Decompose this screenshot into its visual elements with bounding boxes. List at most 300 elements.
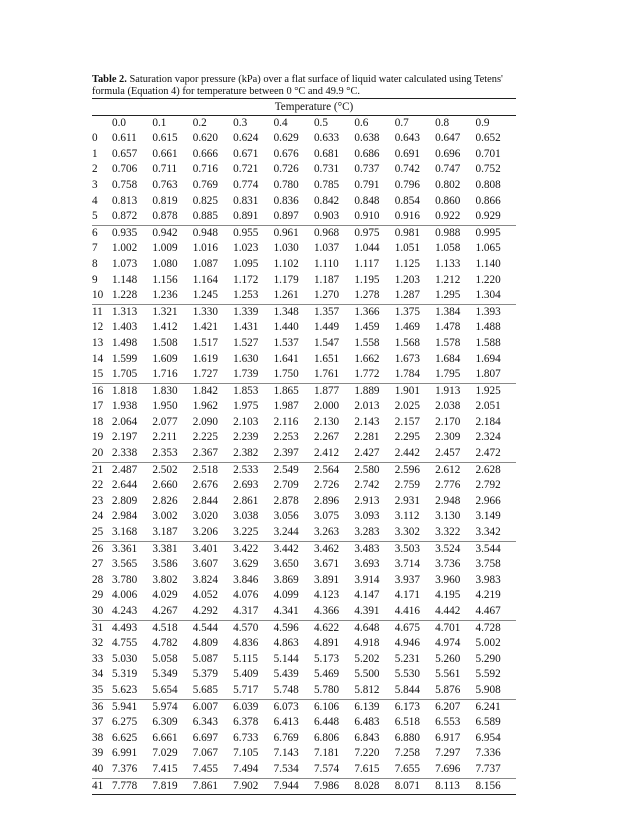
table-cell: 5.002 (475, 637, 501, 650)
table-cell: 1.987 (273, 400, 299, 413)
table-cell: 0.638 (354, 132, 380, 145)
table-cell: 1.478 (435, 321, 461, 334)
row-temperature-label: 25 (92, 526, 104, 539)
table-cell: 1.393 (476, 304, 517, 320)
table-row (92, 541, 516, 557)
table-row (92, 778, 516, 795)
table-cell: 1.245 (192, 289, 218, 302)
table-caption-text: Saturation vapor pressure (kPa) over a flat surface of liquid water calculated using Tetens' formula (Equation 4) for temperature between 0 °C and 49.9 °C. (92, 74, 503, 97)
table-cell: 6.007 (193, 699, 233, 715)
table-cell: 1.925 (476, 383, 517, 399)
temperature-group-header: Temperature (°C) (112, 99, 516, 116)
table-cell: 2.502 (152, 462, 192, 478)
table-cell: 2.267 (313, 431, 340, 444)
row-temperature-label: 5 (92, 210, 98, 223)
vapor-pressure-table (92, 98, 516, 795)
table-cell: 1.117 (354, 257, 380, 270)
table-cell: 1.295 (435, 289, 461, 302)
table-cell: 2.338 (112, 447, 138, 460)
table-cell: 0.742 (394, 163, 420, 176)
table-cell: 2.896 (313, 494, 340, 507)
table-cell: 1.651 (313, 352, 340, 365)
table-cell: 5.685 (192, 683, 218, 696)
table-cell: 6.518 (394, 716, 420, 729)
table-row (92, 620, 516, 636)
table-cell: 0.758 (112, 178, 138, 191)
table-cell: 1.431 (233, 321, 259, 334)
table-cell: 4.596 (274, 620, 314, 636)
table-row (92, 178, 516, 194)
table-cell: 1.761 (313, 368, 340, 381)
table-cell: 4.416 (394, 605, 420, 617)
table-row (92, 209, 516, 225)
table-cell: 0.942 (152, 225, 192, 241)
table-cell: 2.013 (354, 400, 380, 413)
table-cell: 0.916 (394, 210, 420, 223)
table-cell: 1.051 (394, 242, 420, 255)
table-cell: 3.187 (152, 526, 178, 539)
table-cell: 1.599 (112, 352, 138, 365)
table-cell: 6.661 (152, 731, 178, 744)
table-cell: 1.065 (475, 242, 501, 255)
row-temperature-label: 26 (92, 541, 112, 557)
table-cell: 1.558 (354, 336, 380, 349)
table-cell: 1.156 (152, 273, 178, 286)
row-temperature-label: 37 (92, 716, 104, 729)
table-cell: 3.524 (435, 541, 475, 557)
table-cell: 2.580 (354, 462, 394, 478)
table-cell: 1.739 (233, 368, 259, 381)
table-cell: 7.029 (152, 747, 178, 760)
table-row (92, 699, 516, 715)
table-cell: 0.891 (233, 210, 259, 223)
column-header: 0.9 (476, 115, 517, 131)
table-cell: 1.220 (475, 273, 501, 286)
table-cell: 1.375 (395, 304, 435, 320)
table-cell: 6.843 (354, 731, 380, 744)
table-cell: 1.403 (112, 321, 138, 334)
table-row (92, 415, 516, 431)
table-cell: 6.880 (394, 731, 420, 744)
table-cell: 1.537 (273, 336, 299, 349)
table-row (92, 652, 516, 668)
table-cell: 4.292 (192, 605, 218, 617)
table-cell: 5.623 (112, 683, 138, 696)
table-cell: 2.157 (394, 415, 420, 428)
table-cell: 3.629 (233, 558, 259, 571)
row-temperature-label: 8 (92, 257, 98, 270)
table-cell: 2.143 (354, 415, 380, 428)
table-cell: 6.954 (475, 731, 501, 744)
table-cell: 7.534 (273, 762, 299, 775)
table-cell: 7.574 (313, 762, 340, 775)
table-cell: 0.854 (394, 194, 420, 207)
table-cell: 0.825 (192, 194, 218, 207)
table-cell: 2.197 (112, 431, 138, 444)
table-cell: 6.917 (435, 731, 461, 744)
table-cell: 1.030 (273, 242, 299, 255)
table-cell: 4.493 (112, 620, 152, 636)
table-cell: 0.897 (273, 210, 299, 223)
table-cell: 1.488 (475, 321, 501, 334)
table-cell: 2.549 (274, 462, 314, 478)
table-cell: 4.891 (313, 637, 340, 650)
table-cell: 1.830 (152, 383, 192, 399)
table-row (92, 131, 516, 147)
table-cell: 6.241 (476, 699, 517, 715)
table-cell: 1.164 (192, 273, 218, 286)
table-cell: 3.544 (476, 541, 517, 557)
table-cell: 8.156 (476, 778, 517, 795)
table-cell: 0.808 (475, 178, 501, 191)
table-cell: 5.717 (233, 683, 259, 696)
table-cell: 0.652 (475, 132, 501, 145)
table-cell: 0.657 (112, 147, 138, 160)
row-temperature-label: 24 (92, 510, 104, 523)
table-cell: 1.449 (313, 321, 340, 334)
table-cell: 4.675 (395, 620, 435, 636)
table-row (92, 367, 516, 383)
table-cell: 4.467 (475, 605, 501, 617)
table-cell: 4.701 (435, 620, 475, 636)
table-row (92, 352, 516, 368)
table-cell: 0.860 (435, 194, 461, 207)
table-cell: 0.774 (233, 178, 259, 191)
table-cell: 0.842 (313, 194, 340, 207)
table-cell: 0.696 (435, 147, 461, 160)
table-row (92, 667, 516, 683)
row-temperature-label: 16 (92, 383, 112, 399)
table-cell: 5.530 (394, 668, 420, 681)
table-row (92, 588, 516, 604)
table-row (92, 225, 516, 241)
table-cell: 1.459 (354, 321, 380, 334)
table-cell: 5.654 (152, 683, 178, 696)
table-cell: 6.553 (435, 716, 461, 729)
table-cell: 5.908 (475, 683, 501, 696)
table-cell: 0.922 (435, 210, 461, 223)
table-row (92, 509, 516, 525)
table-cell: 0.981 (395, 225, 435, 241)
table-cell: 5.115 (233, 652, 258, 665)
table-cell: 7.655 (394, 762, 420, 775)
table-cell: 1.125 (394, 257, 420, 270)
table-cell: 2.487 (112, 462, 152, 478)
table-cell: 1.716 (152, 368, 178, 381)
row-temperature-label: 33 (92, 652, 104, 665)
table-row (92, 731, 516, 747)
table-cell: 4.648 (354, 620, 394, 636)
table-cell: 1.140 (475, 257, 501, 270)
table-cell: 5.974 (152, 699, 192, 715)
table-cell: 3.846 (233, 573, 259, 586)
table-cell: 2.239 (233, 431, 259, 444)
table-cell: 0.643 (394, 132, 420, 145)
table-cell: 1.469 (394, 321, 420, 334)
table-cell: 1.228 (112, 289, 138, 302)
table-cell: 2.353 (152, 447, 178, 460)
row-temperature-label: 36 (92, 699, 112, 715)
table-row (92, 257, 516, 273)
table-cell: 2.000 (313, 400, 340, 413)
table-cell: 5.941 (112, 699, 152, 715)
table-cell: 8.028 (354, 778, 394, 795)
table-cell: 4.728 (476, 620, 517, 636)
table-cell: 3.442 (274, 541, 314, 557)
table-cell: 2.533 (233, 462, 273, 478)
table-cell: 4.544 (193, 620, 233, 636)
table-cell: 2.025 (394, 400, 420, 413)
row-temperature-label: 35 (92, 683, 104, 696)
table-cell: 1.278 (354, 289, 380, 302)
table-cell: 3.056 (273, 510, 299, 523)
table-cell: 2.324 (475, 431, 501, 444)
table-cell: 1.304 (475, 289, 501, 302)
table-cell: 1.578 (435, 336, 461, 349)
row-temperature-label: 23 (92, 494, 104, 507)
table-cell: 2.726 (313, 479, 340, 492)
table-cell: 1.694 (475, 352, 501, 365)
table-cell: 7.778 (112, 778, 152, 795)
row-temperature-label: 19 (92, 431, 104, 444)
table-cell: 0.666 (192, 147, 218, 160)
table-cell: 4.029 (152, 589, 178, 602)
table-cell: 1.261 (273, 289, 299, 302)
table-cell: 3.650 (273, 558, 299, 571)
table-cell: 5.844 (394, 683, 420, 696)
table-cell: 1.795 (435, 368, 461, 381)
table-cell: 4.123 (313, 589, 340, 602)
table-cell: 7.944 (274, 778, 314, 795)
table-row (92, 446, 516, 462)
table-cell: 1.321 (152, 304, 192, 320)
table-cell: 0.848 (354, 194, 380, 207)
table-cell: 0.747 (435, 163, 461, 176)
table-cell: 1.148 (112, 273, 138, 286)
row-temperature-label: 32 (92, 637, 104, 650)
table-cell: 1.975 (233, 400, 259, 413)
table-cell: 0.769 (192, 178, 218, 191)
table-cell: 5.439 (273, 668, 299, 681)
table-cell: 6.139 (354, 699, 394, 715)
table-cell: 7.067 (192, 747, 218, 760)
table-cell: 1.195 (354, 273, 380, 286)
table-cell: 1.673 (394, 352, 420, 365)
table-cell: 2.776 (435, 479, 461, 492)
table-cell: 3.714 (394, 558, 420, 571)
table-row (92, 604, 516, 620)
table-row (92, 399, 516, 415)
table-row (92, 746, 516, 762)
table-cell: 4.974 (435, 637, 461, 650)
table-cell: 1.865 (274, 383, 314, 399)
table-body (92, 131, 516, 794)
table-cell: 3.607 (192, 558, 218, 571)
column-header: 0.2 (193, 115, 233, 131)
table-cell: 5.144 (273, 652, 299, 665)
table-cell: 1.508 (152, 336, 178, 349)
table-cell: 3.983 (475, 573, 501, 586)
table-cell: 0.948 (193, 225, 233, 241)
table-cell: 4.755 (112, 637, 138, 650)
table-cell: 0.706 (112, 163, 138, 176)
row-temperature-label: 39 (92, 747, 104, 760)
table-cell: 6.207 (435, 699, 475, 715)
table-cell: 1.236 (152, 289, 178, 302)
table-cell: 7.143 (273, 747, 299, 760)
table-cell: 4.076 (233, 589, 259, 602)
table-cell: 6.106 (314, 699, 354, 715)
table-cell: 3.075 (313, 510, 340, 523)
column-header-row (92, 115, 516, 131)
table-cell: 2.397 (273, 447, 299, 460)
table-cell: 5.469 (313, 668, 340, 681)
table-cell: 5.812 (354, 683, 380, 696)
table-cell: 2.281 (354, 431, 380, 444)
table-cell: 1.087 (192, 257, 218, 270)
table-cell: 1.421 (192, 321, 218, 334)
table-cell: 3.503 (395, 541, 435, 557)
table-cell: 1.073 (112, 257, 138, 270)
table-cell: 5.260 (435, 652, 461, 665)
table-cell: 0.752 (475, 163, 501, 176)
table-cell: 7.297 (435, 747, 461, 760)
table-cell: 4.099 (273, 589, 299, 602)
table-cell: 3.322 (435, 526, 461, 539)
table-cell: 1.253 (233, 289, 259, 302)
table-cell: 2.596 (395, 462, 435, 478)
table-cell: 0.866 (475, 194, 501, 207)
table-cell: 5.173 (313, 652, 340, 665)
table-cell: 1.110 (313, 257, 339, 270)
table-cell: 0.763 (152, 178, 178, 191)
table-cell: 1.901 (395, 383, 435, 399)
table-cell: 5.319 (112, 668, 138, 681)
table-cell: 2.051 (475, 400, 501, 413)
table-cell: 4.836 (233, 637, 259, 650)
table-cell: 5.592 (475, 668, 501, 681)
table-row (92, 147, 516, 163)
table-cell: 1.609 (152, 352, 178, 365)
table-row (92, 241, 516, 257)
table-cell: 1.877 (314, 383, 354, 399)
table-cell: 0.903 (313, 210, 340, 223)
table-cell: 2.038 (435, 400, 461, 413)
table-cell: 0.676 (273, 147, 299, 160)
table-cell: 6.343 (192, 716, 218, 729)
row-temperature-label: 34 (92, 668, 104, 681)
table-cell: 3.168 (112, 526, 138, 539)
table-cell: 6.413 (273, 716, 299, 729)
table-cell: 0.813 (112, 194, 138, 207)
table-cell: 1.002 (112, 242, 138, 255)
row-temperature-label: 17 (92, 400, 104, 413)
table-cell: 0.701 (475, 147, 501, 160)
row-temperature-label: 40 (92, 762, 104, 775)
table-cell: 0.611 (112, 132, 137, 145)
table-cell: 5.561 (435, 668, 461, 681)
row-temperature-label: 20 (92, 447, 104, 460)
table-cell: 3.149 (475, 510, 501, 523)
row-temperature-label: 2 (92, 163, 98, 176)
table-cell: 0.988 (435, 225, 475, 241)
table-row (92, 525, 516, 541)
table-cell: 5.409 (233, 668, 259, 681)
table-cell: 1.517 (192, 336, 218, 349)
table-cell: 4.052 (192, 589, 218, 602)
table-cell: 4.006 (112, 589, 138, 602)
row-temperature-label: 27 (92, 558, 104, 571)
column-header: 0.4 (274, 115, 314, 131)
table-cell: 2.211 (152, 431, 178, 444)
table-cell: 2.077 (152, 415, 178, 428)
table-cell: 2.427 (354, 447, 380, 460)
table-cell: 1.784 (394, 368, 420, 381)
table-cell: 3.130 (435, 510, 461, 523)
table-cell: 4.863 (273, 637, 299, 650)
table-cell: 3.914 (354, 573, 380, 586)
table-cell: 6.275 (112, 716, 138, 729)
table-row (92, 430, 516, 446)
table-row (92, 462, 516, 478)
table-cell: 3.038 (233, 510, 259, 523)
table-cell: 2.064 (112, 415, 138, 428)
table-cell: 2.660 (152, 479, 178, 492)
table-cell: 0.975 (354, 225, 394, 241)
table-cell: 1.727 (192, 368, 218, 381)
table-cell: 4.622 (314, 620, 354, 636)
table-row (92, 636, 516, 652)
table-cell: 1.641 (273, 352, 299, 365)
table-cell: 3.381 (152, 541, 192, 557)
table-cell: 3.283 (354, 526, 380, 539)
table-cell: 0.831 (233, 194, 259, 207)
table-cell: 0.624 (233, 132, 259, 145)
column-header: 0.1 (152, 115, 192, 131)
table-cell: 3.401 (193, 541, 233, 557)
table-cell: 1.348 (274, 304, 314, 320)
table-cell: 1.313 (112, 304, 152, 320)
table-cell: 1.212 (435, 273, 461, 286)
table-cell: 0.711 (152, 163, 178, 176)
row-temperature-label: 0 (92, 132, 98, 145)
table-cell: 4.918 (354, 637, 380, 650)
row-temperature-label: 31 (92, 620, 112, 636)
table-cell: 1.750 (273, 368, 299, 381)
table-cell: 0.935 (112, 225, 152, 241)
table-cell: 1.962 (192, 400, 218, 413)
table-cell: 1.772 (354, 368, 380, 381)
table-cell: 2.878 (273, 494, 299, 507)
table-row (92, 194, 516, 210)
table-cell: 2.472 (475, 447, 501, 460)
table-cell: 6.309 (152, 716, 178, 729)
table-cell: 6.173 (395, 699, 435, 715)
row-temperature-label: 6 (92, 225, 112, 241)
table-cell: 6.806 (313, 731, 340, 744)
table-cell: 3.244 (273, 526, 299, 539)
table-cell: 0.647 (435, 132, 461, 145)
table-cell: 7.181 (313, 747, 340, 760)
table-row (92, 478, 516, 494)
table-cell: 3.758 (475, 558, 501, 571)
table-cell: 0.910 (354, 210, 380, 223)
table-cell: 2.412 (313, 447, 340, 460)
table-cell: 7.861 (193, 778, 233, 795)
table-cell: 2.931 (394, 494, 420, 507)
table-cell: 7.737 (475, 762, 501, 775)
table-cell: 0.872 (112, 210, 138, 223)
